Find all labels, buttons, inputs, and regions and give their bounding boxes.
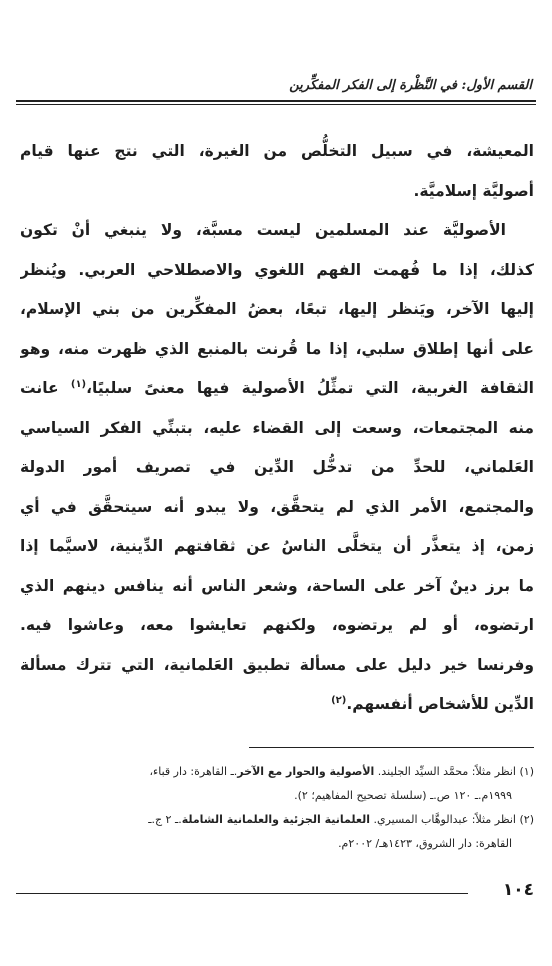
footnote-1-marker: (١) (519, 765, 534, 778)
running-header: القسم الأول: في النَّظْرة إلى الفكر المفكِّرين (289, 78, 532, 93)
body-line: العَلماني، للحدِّ من تدخُّل الدِّين في تصريف أمور الدولة (20, 458, 534, 476)
footnote-2-title: العلمانية الجزئية والعلمانية الشاملة (181, 813, 370, 826)
body-line-with-footnote (20, 685, 534, 725)
footnote-2-marker: (٢) (519, 813, 534, 826)
body-line: كذلك، إذا ما فُهمت الفهم اللغوي والاصطلاحي العربي. ويُنظر (20, 260, 534, 279)
body-line: زمن، إذ يتعذَّر أن يتخلَّى الناسُ عن ثقافتهم الدِّينية، لاسيَّما إذا (20, 537, 534, 555)
body-text (20, 132, 534, 725)
footnote-2 (16, 808, 534, 832)
footnote-2-continued: القاهرة: دار الشروق، ١٤٢٣هـ/ ٢٠٠٢م. (338, 837, 512, 850)
footnote-1 (16, 760, 534, 784)
footnote-1-author: انظر مثلاً: محمَّد السيِّد الجليند. (377, 765, 516, 778)
footnote-1-title: الأصولية والحوار مع الآخر (237, 765, 375, 778)
body-line-text: الدِّين للأشخاص أنفسهم. (346, 695, 534, 713)
footnote-rule (249, 747, 534, 748)
header-rule (16, 100, 536, 102)
footer-rule (16, 893, 468, 894)
page-number: ١٠٤ (502, 880, 534, 900)
body-line-with-footnote (20, 369, 534, 409)
body-line: ما برز دينٌ آخر على الساحة، وشعر الناس أنه ينافس دينهم الذي (20, 576, 534, 595)
body-line: ارتضوه، أو لم يرتضوه، ولكنهم تعايشوا معه، وعاشوا فيه. (20, 616, 534, 634)
footnote-1-continued: ١٩٩٩م.ـ ١٢٠ ص.ـ (سلسلة تصحيح المفاهيم؛ ٢). (294, 789, 512, 802)
footnote-2-volumes: .ـ ٢ ج.ـ (148, 813, 182, 826)
body-line: إليها الآخر، ويَنظر إليها، تبعًا، بعضُ المفكِّرين من بني الإسلام، (20, 300, 534, 318)
body-line: على أنها إطلاق سلبي، إذا ما قُرنت بالمنبع الذي ظهرت منه، وهو (20, 339, 534, 358)
header-rule-thin (16, 104, 536, 105)
body-line: الأصوليَّة عند المسلمين ليست مسبَّة، ولا ينبغي أنْ تكون (20, 221, 506, 239)
footnote-1-publisher: .ـ القاهرة: دار قباء، (149, 765, 238, 778)
body-line-text: الثقافة الغربية، التي تمثِّلُ الأصولية فيها معنىً سلبيًا، (86, 379, 534, 397)
body-line: وفرنسا خير دليل على مسألة تطبيق العَلمانية، التي تترك مسألة (20, 655, 534, 674)
body-line: أصوليَّة إسلاميَّة. (413, 181, 534, 200)
footnote-2-author: انظر مثلاً: عبدالوهَّاب المسيري. (373, 813, 516, 826)
body-line-tail: عانت (20, 379, 59, 397)
body-line: والمجتمع، الأمر الذي لم يتحقَّق، ولا يبدو أنه سيتحقَّق في أي (20, 497, 534, 516)
footnotes (16, 760, 534, 856)
footnote-ref-2[interactable]: (٢) (331, 694, 347, 706)
footnote-ref-1[interactable]: (١) (70, 378, 87, 390)
body-line: المعيشة، في سبيل التخلُّص من الغيرة، التي نتج عنها قيام (20, 142, 534, 160)
body-line: منه المجتمعات، وسعت إلى القضاء عليه، بتبنِّي الفكر السياسي (20, 418, 534, 437)
